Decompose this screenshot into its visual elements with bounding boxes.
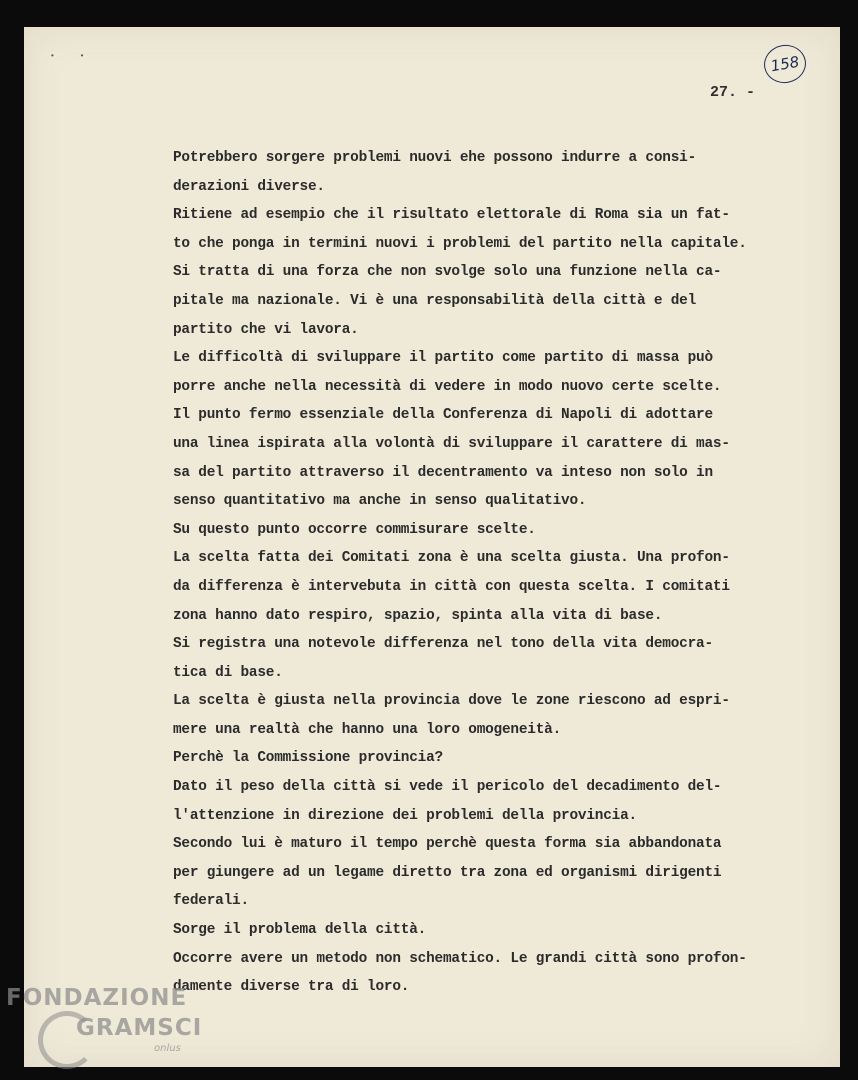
text-line: Secondo lui è maturo il tempo perchè questa forma sia abbandonata	[173, 836, 722, 853]
text-line: tica di base.	[173, 664, 283, 681]
text-line: Perchè la Commissione provincia?	[173, 750, 443, 767]
text-line: federali.	[173, 893, 249, 910]
text-line: una linea ispirata alla volontà di sviluppare il carattere di mas-	[173, 435, 730, 452]
fondazione-gramsci-watermark	[6, 985, 226, 1075]
text-line: pitale ma nazionale. Vi è una responsabilità della città e del	[173, 292, 697, 309]
text-line: Ritiene ad esempio che il risultato elettorale di Roma sia un fat-	[173, 207, 730, 224]
text-line: Il punto fermo essenziale della Conferenza di Napoli di adottare	[173, 407, 713, 424]
stamp-number: 158	[769, 52, 801, 76]
text-line: Dato il peso della città si vede il pericolo del decadimento del-	[173, 779, 722, 796]
watermark-line-1: FONDAZIONE	[6, 985, 188, 1011]
text-line: l'attenzione in direzione dei problemi della provincia.	[173, 807, 637, 824]
text-line: Su questo punto occorre commisurare scelte.	[173, 521, 536, 538]
text-line: Le difficoltà di sviluppare il partito come partito di massa può	[173, 350, 713, 367]
text-line: per giungere ad un legame diretto tra zona ed organismi dirigenti	[173, 864, 722, 881]
text-line: La scelta fatta dei Comitati zona è una scelta giusta. Una profon-	[173, 550, 730, 567]
text-line: derazioni diverse.	[173, 178, 325, 195]
punch-marks: • •	[50, 52, 95, 61]
watermark-line-3: onlus	[154, 1043, 181, 1054]
text-line: Sorge il problema della città.	[173, 922, 427, 939]
page-number: 27. -	[710, 84, 756, 101]
text-line: Si tratta di una forza che non svolge solo una funzione nella ca-	[173, 264, 722, 281]
typewritten-text	[173, 144, 838, 1002]
text-line: sa del partito attraverso il decentramento va inteso non solo in	[173, 464, 713, 481]
text-line: zona hanno dato respiro, spazio, spinta alla vita di base.	[173, 607, 663, 624]
text-line: Potrebbero sorgere problemi nuovi ehe possono indurre a consi-	[173, 150, 697, 166]
text-line: da differenza è intervebuta in città con questa scelta. I comitati	[173, 578, 730, 595]
text-line: to che ponga in termini nuovi i problemi del partito nella capitale.	[173, 235, 747, 252]
text-line: Si registra una notevole differenza nel tono della vita democra-	[173, 636, 713, 653]
text-line: partito che vi lavora.	[173, 321, 359, 338]
text-line: senso quantitativo ma anche in senso qualitativo.	[173, 493, 587, 510]
text-line: Occorre avere un metodo non schematico. Le grandi città sono profon-	[173, 950, 747, 967]
text-line: damente diverse tra di loro.	[173, 979, 410, 996]
text-line: porre anche nella necessità di vedere in modo nuovo certe scelte.	[173, 378, 722, 395]
text-line: La scelta è giusta nella provincia dove le zone riescono ad espri-	[173, 693, 730, 710]
text-line: mere una realtà che hanno una loro omogeneità.	[173, 721, 562, 738]
watermark-line-2: GRAMSCI	[76, 1015, 203, 1041]
